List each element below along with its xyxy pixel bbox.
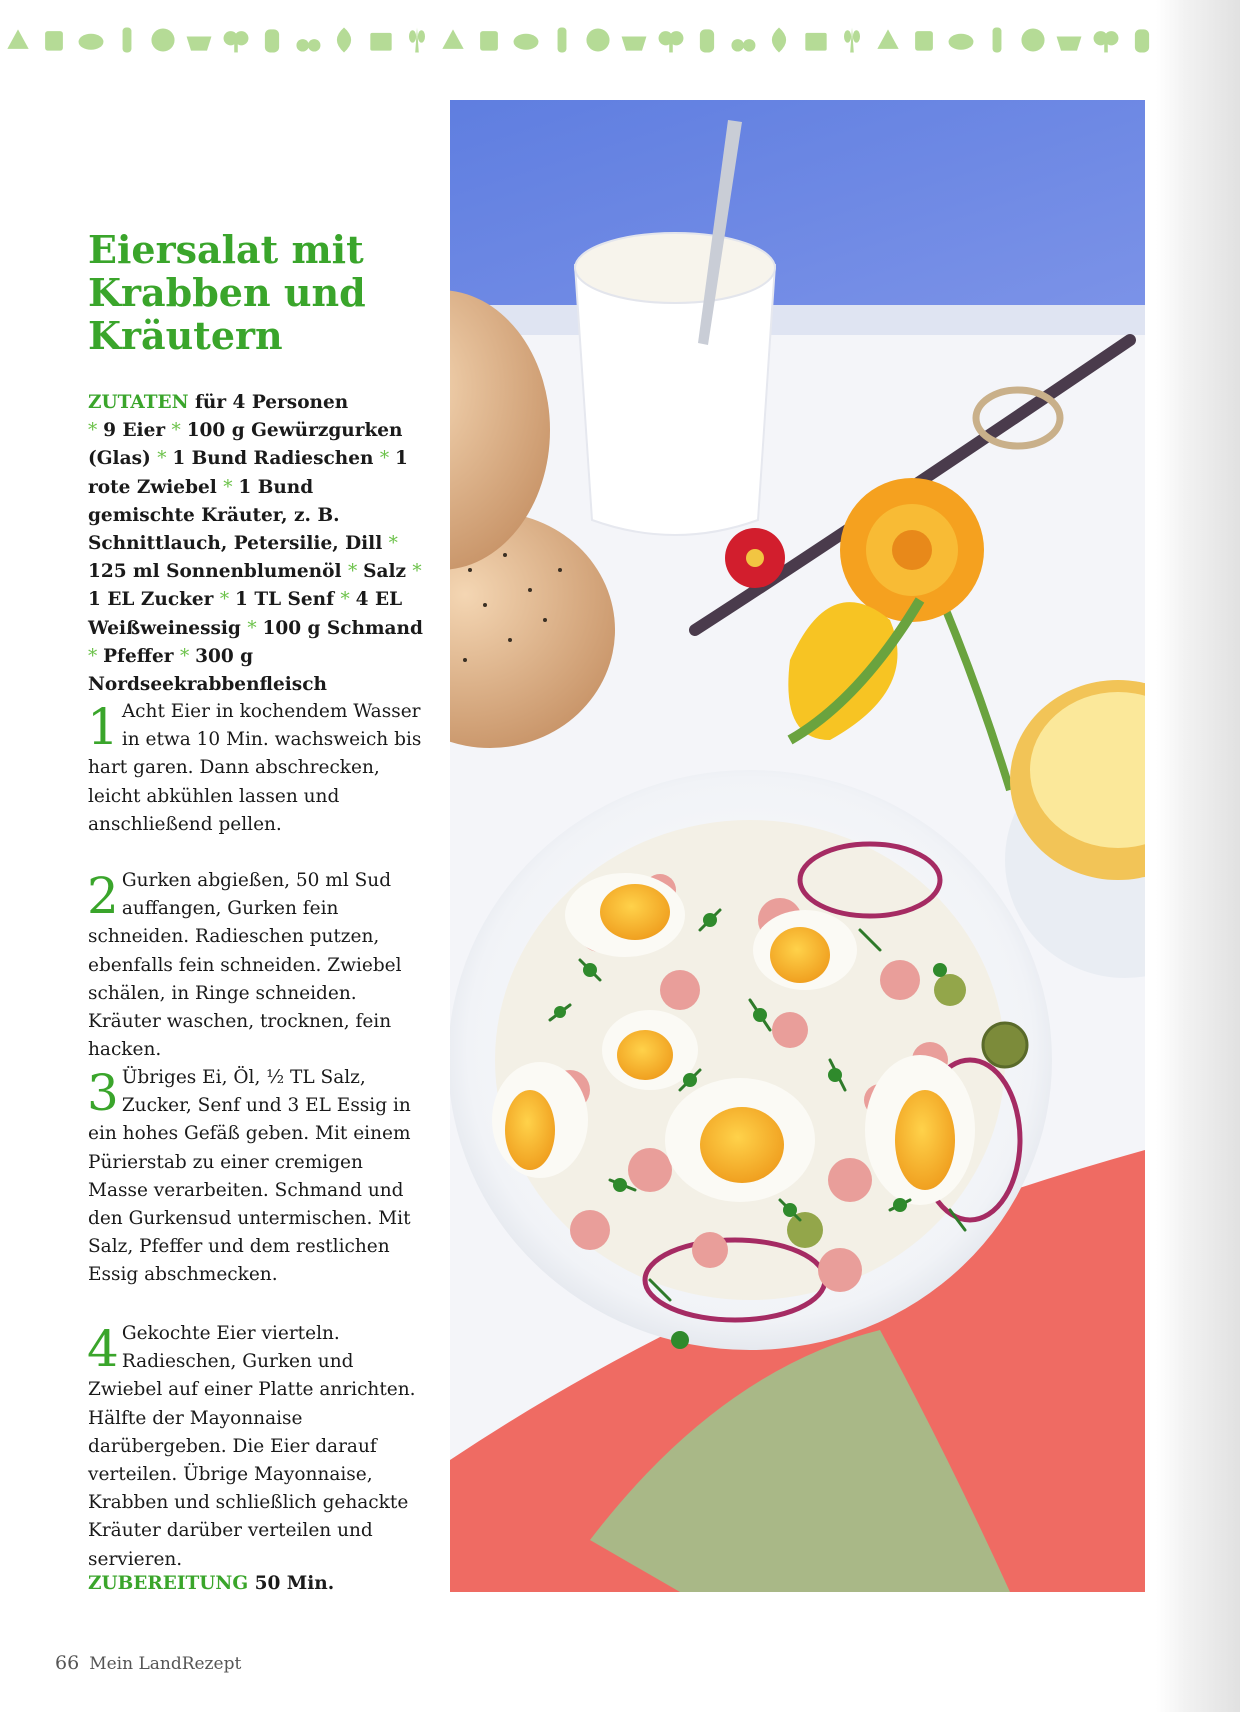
- cherry-icon: [292, 22, 324, 58]
- separator-star-icon: *: [347, 561, 364, 583]
- leaf-icon: [763, 22, 795, 58]
- step-number: 1: [87, 698, 119, 756]
- milk-can-icon: [1126, 22, 1158, 58]
- ingredient-item: Salz: [363, 561, 413, 583]
- broccoli-icon: [220, 22, 252, 58]
- page-footer: [55, 1652, 241, 1674]
- wheat-icon: [836, 22, 868, 58]
- bag-icon: [800, 22, 832, 58]
- decorative-food-band: [0, 0, 1158, 80]
- step-number: 3: [87, 1064, 119, 1122]
- ingredients-block: [88, 389, 424, 699]
- separator-star-icon: *: [379, 448, 396, 470]
- prep-label: ZUBEREITUNG: [88, 1573, 249, 1594]
- ingredient-item: 1 rote Zwiebel: [88, 448, 408, 498]
- basket-icon: [618, 22, 650, 58]
- basket-icon: [1053, 22, 1085, 58]
- jar-icon: [38, 22, 70, 58]
- ingredient-item: 1 TL Senf: [235, 589, 341, 611]
- bottle-icon: [546, 22, 578, 58]
- bread-icon: [945, 22, 977, 58]
- milk-can-icon: [256, 22, 288, 58]
- ingredient-item: 125 ml Sonnenblumenöl: [88, 561, 348, 583]
- ingredient-item: 1 Bund Radieschen: [172, 448, 380, 470]
- ingredients-list: [88, 420, 423, 695]
- page-number: 66: [55, 1652, 80, 1674]
- ingredients-label: ZUTATEN: [88, 392, 189, 413]
- ingredient-item: Pfeffer: [103, 645, 180, 667]
- broccoli-icon: [1090, 22, 1122, 58]
- separator-star-icon: *: [88, 420, 104, 442]
- separator-star-icon: *: [88, 645, 104, 667]
- prep-value: 50 Min.: [248, 1573, 335, 1594]
- separator-star-icon: *: [157, 448, 173, 470]
- jar-icon: [473, 22, 505, 58]
- recipe-title: Eiersalat mit Krabben und Kräutern: [88, 227, 366, 358]
- step-3: [88, 1064, 424, 1290]
- step-text: Gurken abgießen, 50 ml Sud auffangen, Gurken fein schneiden. Radieschen putzen, ebenfalls fein schneiden. Zwiebel schälen, in Ringe schneiden. Kräuter waschen, trocknen, fein hacken.: [88, 870, 402, 1061]
- ingredient-item: 9 Eier: [103, 420, 172, 442]
- servings-text: für 4 Personen: [188, 392, 349, 413]
- step-text: Gekochte Eier vierteln. Radieschen, Gurken und Zwiebel auf einer Platte anrichten. Hälfte der Mayonnaise darübergeben. Die Eier darauf verteilen. Übrige Mayonnaise, Krabben und schließlich gehackte Kräuter darüber verteilen und servieren.: [88, 1323, 416, 1570]
- separator-star-icon: *: [388, 533, 398, 555]
- step-number: 4: [87, 1320, 119, 1378]
- carrot-icon: [2, 22, 34, 58]
- ingredient-item: 300 g Nordseekrabbenfleisch: [88, 645, 327, 696]
- separator-star-icon: *: [219, 589, 235, 611]
- bread-icon: [510, 22, 542, 58]
- bread-icon: [75, 22, 107, 58]
- egg-salad-photo: [450, 100, 1145, 1592]
- separator-star-icon: *: [412, 561, 422, 583]
- step-1: [88, 698, 424, 839]
- jar-icon: [908, 22, 940, 58]
- separator-star-icon: *: [179, 645, 196, 667]
- prep-time: [88, 1573, 334, 1594]
- page-edge-shadow: [1156, 0, 1240, 1712]
- ingredient-item: 1 EL Zucker: [88, 589, 220, 611]
- carrot-icon: [872, 22, 904, 58]
- step-4: [88, 1320, 424, 1574]
- basket-icon: [183, 22, 215, 58]
- cabbage-icon: [582, 22, 614, 58]
- step-number: 2: [87, 867, 119, 925]
- broccoli-icon: [655, 22, 687, 58]
- cabbage-icon: [147, 22, 179, 58]
- step-text: Acht Eier in kochendem Wasser in etwa 10 Min. wachsweich bis hart garen. Dann abschrecken, leicht abkühlen lassen und anschließend pellen.: [88, 701, 422, 835]
- ingredient-item: 100 g Schmand: [262, 617, 423, 639]
- milk-can-icon: [691, 22, 723, 58]
- ingredient-item: 1 Bund gemischte Kräuter, z. B. Schnittlauch, Petersilie, Dill: [88, 476, 389, 555]
- ingredient-item: 100 g Gewürzgurken (Glas): [88, 420, 403, 470]
- separator-star-icon: *: [247, 617, 263, 639]
- separator-star-icon: *: [223, 476, 239, 498]
- leaf-icon: [328, 22, 360, 58]
- step-2: [88, 867, 424, 1064]
- bottle-icon: [111, 22, 143, 58]
- bottle-icon: [981, 22, 1013, 58]
- magazine-name: Mein LandRezept: [89, 1654, 242, 1674]
- ingredient-item: 4 EL Weißweinessig: [88, 589, 403, 639]
- separator-star-icon: *: [171, 420, 187, 442]
- carrot-icon: [437, 22, 469, 58]
- bag-icon: [365, 22, 397, 58]
- wheat-icon: [401, 22, 433, 58]
- cabbage-icon: [1017, 22, 1049, 58]
- cherry-icon: [727, 22, 759, 58]
- step-text: Übriges Ei, Öl, ½ TL Salz, Zucker, Senf und 3 EL Essig in ein hohes Gefäß geben. Mit einem Pürierstab zu einer cremigen Masse verarbeiten. Schmand und den Gurkensud untermischen. Mit Salz, Pfeffer und dem restlichen Essig abschmecken.: [88, 1067, 411, 1286]
- separator-star-icon: *: [340, 589, 356, 611]
